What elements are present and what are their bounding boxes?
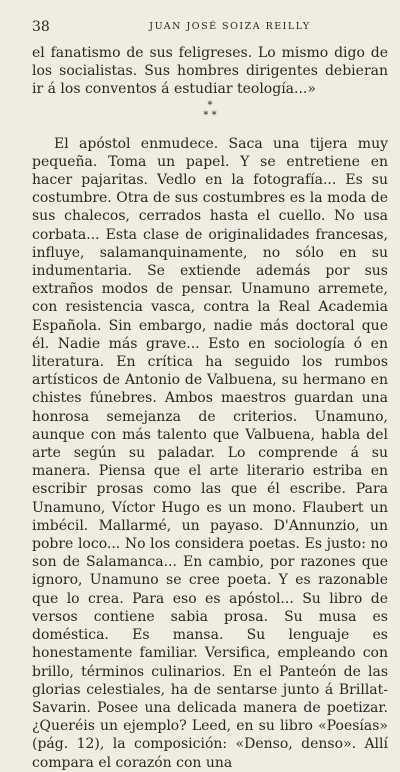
body-text — [32, 44, 388, 772]
page-header — [32, 19, 388, 35]
section-break-asterism — [32, 101, 388, 121]
continued-paragraph: el fanatismo de sus feligreses. Lo mismo digo de los socialistas. Sus hombres dirigentes debieran ir á los conventos á estudiar teología...» — [32, 45, 388, 98]
running-head: JUAN JOSÉ SOIZA REILLY — [149, 21, 311, 32]
main-paragraph: El apóstol enmudece. Saca una tijera muy pequeña. Toma un papel. Y se entretiene en hacer pajaritas. Vedlo en la fotografía... Es su costumbre. Otra de sus costumbres es la moda de sus chalecos, cerrados hasta el cuello. No usa corbata... Esta clase de originalidades francesas, influye, salamanquinamente, no sólo en su indumentaria. Se extiende además por sus extraños modos de pensar. Unamuno arremete, con resistencia vasca, contra la Real Academia Española. Sin embargo, nadie más doctoral que él. Nadie más grave... Esto en sociología ó en literatura. En crítica ha seguido los rumbos artísticos de Antonio de Valbuena, su hermano en chistes fúnebres. Ambos maestros guardan una honrosa semejanza de criterios. Unamuno, aunque con más talento que Valbuena, habla del arte según su paladar. Lo comprende á su manera. Piensa que el arte literario estriba en escribir prosas como las que él escribe. Para Unamuno, Víctor Hugo es un mono. Flaubert un imbécil. Mallarmé, un payaso. D'Annunzio, un pobre loco... No los considera poetas. Es justo: no son de Salamanca... En cambio, por razones que ignoro, Unamuno se cree poeta. Y es razonable que lo crea. Para eso es apóstol... Su libro de versos contiene sabia prosa. Su musa es doméstica. Es mansa. Su lenguaje es honestamente familiar. Versifica, empleando con brillo, términos culinarios. En el Panteón de las glorias celestiales, ha de sentarse junto á Brillat-Savarin. Posee una delicada manera de poetizar. ¿Queréis un ejemplo? Leed, en su libro «Poesías» (pág. 12), la composición: «Denso, denso». Allí compara el corazón con una — [32, 135, 388, 771]
asterism-bottom: * * — [203, 109, 217, 121]
page-number: 38 — [32, 19, 50, 35]
asterism-top: * — [207, 99, 213, 111]
